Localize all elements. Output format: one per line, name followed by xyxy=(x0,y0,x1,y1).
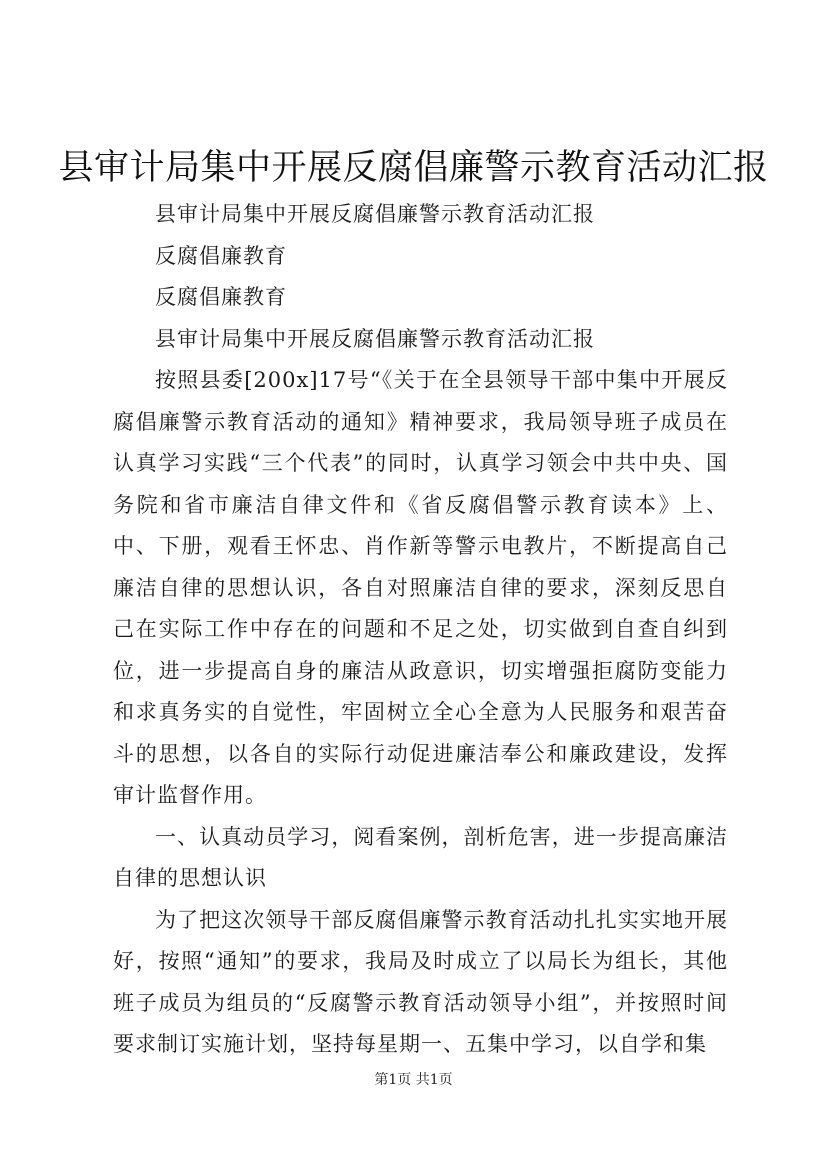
paragraph-1: 县审计局集中开展反腐倡廉警示教育活动汇报 xyxy=(155,202,595,226)
paragraph-5: 按照县委[200x]17号“《关于在全县领导干部中集中开展反腐倡廉警示教育活动的通知》精神要求，我局领导班子成员在认真学习实践“三个代表”的同时，认真学习领会中共中央、国务院和省市廉洁自律文件和《省反腐倡警示教育读本》上、中、下册，观看王怀忠、肖作新等警示电教片，不断提高自己廉洁自律的思想认识，各自对照廉洁自律的要求，深刻反思自己在实际工作中存在的问题和不足之处，切实做到自查自纠到位，进一步提高自身的廉洁从政意识，切实增强拒腐防变能力和求真务实的自觉性，牢固树立全心全意为人民服务和艰苦奋斗的思想，以各自的实际行动促进廉洁奉公和廉政建设，发挥审计监督作用。 xyxy=(113,368,728,807)
paragraph-2: 反腐倡廉教育 xyxy=(155,243,287,268)
paragraph-3: 反腐倡廉教育 xyxy=(155,285,287,309)
page-footer: 第1页 共1页 xyxy=(374,1072,453,1088)
document-title: 县审计局集中开展反腐倡廉警示教育活动汇报 xyxy=(58,148,769,188)
document-body xyxy=(113,194,728,1066)
paragraph-4: 县审计局集中开展反腐倡廉警示教育活动汇报 xyxy=(155,326,595,351)
paragraph-7: 为了把这次领导干部反腐倡廉警示教育活动扎扎实实地开展好，按照“通知”的要求，我局及时成立了以局长为组长，其他班子成员为组员的“反腐警示教育活动领导小组”，并按照时间要求制订实施计划，坚持每星期一、五集中学习，以自学和集 xyxy=(113,907,728,1056)
paragraph-6: 一、认真动员学习，阅看案例，剖析危害，进一步提高廉洁自律的思想认识 xyxy=(113,824,728,890)
